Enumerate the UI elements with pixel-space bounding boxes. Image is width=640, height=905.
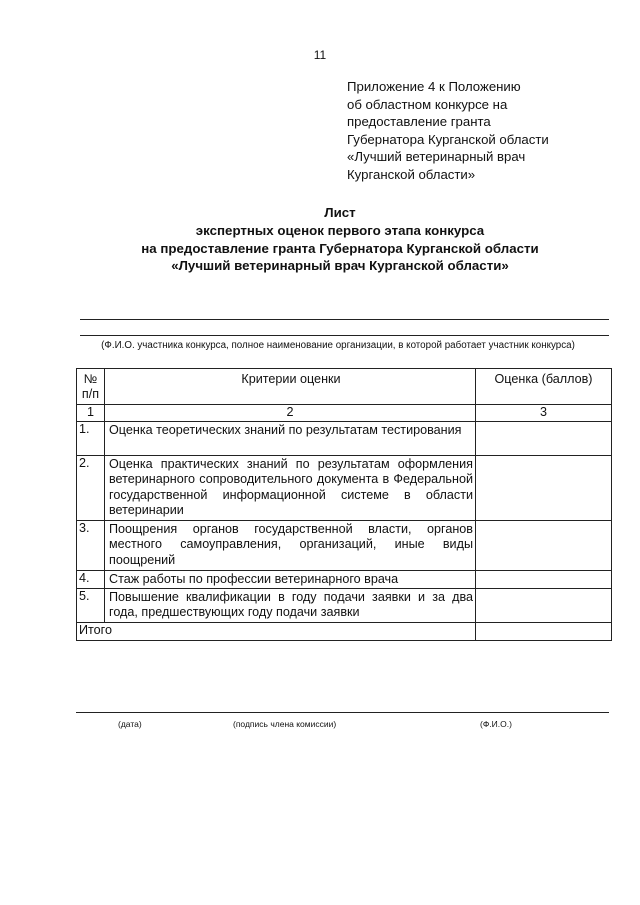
table-row (77, 589, 612, 623)
row-number: 5. (77, 589, 105, 623)
appendix-line: «Лучший ветеринарный врач (347, 149, 526, 164)
row-score (476, 571, 612, 589)
signature-line (76, 712, 609, 713)
row-criterion: Поощрения органов государственной власти, органов местного самоуправления, организаций, иные виды поощрений (105, 521, 476, 571)
participant-caption: (Ф.И.О. участника конкурса, полное наименование организации, в которой работает участник конкурса) (101, 340, 575, 351)
table-row (77, 571, 612, 589)
appendix-line: Курганской области» (347, 166, 476, 182)
total-score (476, 623, 612, 641)
column-number: 1 (77, 405, 105, 422)
column-number: 3 (476, 405, 612, 422)
name-caption: (Ф.И.О.) (480, 719, 512, 729)
header-score: Оценка (баллов) (476, 369, 612, 405)
title-line: «Лучший ветеринарный врач Курганской области» (171, 258, 509, 274)
total-label: Итого (77, 623, 476, 641)
page-number: 11 (313, 48, 327, 62)
date-caption: (дата) (118, 719, 142, 729)
column-number: 2 (105, 405, 476, 422)
appendix-line: Губернатора Курганской области (347, 131, 549, 147)
column-number-row (77, 405, 612, 422)
header-number: № п/п (77, 369, 105, 405)
title-line: Лист (324, 205, 356, 220)
title-line: на предоставление гранта Губернатора Курганской области (141, 240, 539, 256)
row-score (476, 521, 612, 571)
participant-line-2 (80, 335, 609, 336)
row-criterion: Оценка практических знаний по результатам оформления ветеринарного сопроводительного документа в Федеральной государственной информационной системе в области ветеринарии (105, 456, 476, 521)
signature-caption: (подпись члена комиссии) (233, 719, 337, 729)
row-score (476, 422, 612, 456)
header-criteria: Критерии оценки (105, 369, 476, 405)
table-row (77, 521, 612, 571)
row-criterion: Оценка теоретических знаний по результатам тестирования (105, 422, 476, 456)
document-title (0, 204, 640, 275)
appendix-line: предоставление гранта (347, 114, 491, 129)
row-criterion: Стаж работы по профессии ветеринарного врача (105, 571, 476, 589)
row-number: 1. (77, 422, 105, 456)
row-score (476, 456, 612, 521)
row-number: 3. (77, 521, 105, 571)
row-score (476, 589, 612, 623)
appendix-heading (347, 78, 549, 183)
table-row (77, 456, 612, 521)
appendix-line: об областном конкурсе на (347, 96, 508, 112)
title-line: экспертных оценок первого этапа конкурса (195, 222, 485, 238)
row-number: 2. (77, 456, 105, 521)
row-number: 4. (77, 571, 105, 589)
table-row (77, 422, 612, 456)
evaluation-table (76, 368, 612, 641)
appendix-line: Приложение 4 к Положению (347, 79, 521, 94)
table-header-row (77, 369, 612, 405)
total-row (77, 623, 612, 641)
participant-line-1 (80, 319, 609, 320)
row-criterion: Повышение квалификации в году подачи заявки и за два года, предшествующих году подачи заявки (105, 589, 476, 623)
